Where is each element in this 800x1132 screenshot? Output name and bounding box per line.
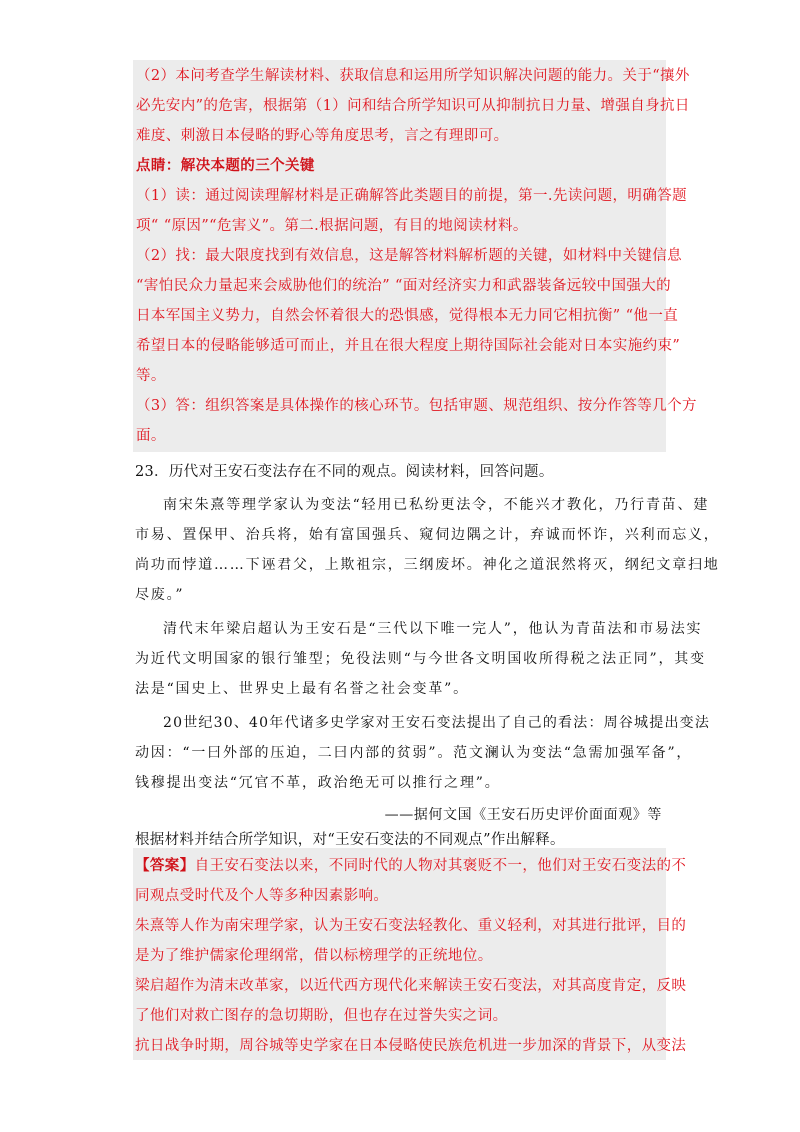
material-source: ——据何文国《王安石历史评价面面观》等: [384, 807, 662, 823]
explanation-line: 面。: [136, 428, 166, 444]
explanation-line: 等。: [136, 368, 166, 384]
explanation-line: “害怕民众力量起来会威胁他们的统治” “面对经济实力和武器装备远较中国强大的: [136, 278, 672, 294]
material-line: 钱穆提出变法“冗官不革，政治绝无可以推行之理”。: [135, 775, 501, 791]
explanation-line: 项“ “原因”“危害义”。第二.根据问题，有目的地阅读材料。: [136, 218, 528, 234]
explanation-line: 日本军国主义势力，自然会怀着很大的恐惧感，觉得根本无力同它相抗衡” “他一直: [136, 308, 679, 324]
question-prompt: 根据材料并结合所学知识，对“王安石变法的不同观点”作出解释。: [135, 832, 565, 848]
answer-tag: 【答案】: [135, 857, 195, 874]
material-line: 法是“国史上、世界史上最有名誉之社会变革”。: [135, 681, 469, 697]
explanation-block: [133, 60, 697, 452]
answer-line: 抗日战争时期，周谷城等史学家在日本侵略使民族危机进一步加深的背景下，从变法: [135, 1038, 687, 1054]
answer-first-line: [135, 854, 686, 875]
answer-text: 自王安石变法以来，不同时代的人物对其褒贬不一，他们对王安石变法的不: [194, 858, 687, 874]
explanation-line: 希望日本的侵略能够适可而止，并且在很大程度上期待国际社会能对日本实施约束”: [136, 338, 681, 354]
question-intro: 23．历代对王安石变法存在不同的观点。阅读材料，回答问题。: [135, 464, 554, 480]
explanation-line: （2）找：最大限度找到有效信息，这是解答材料解析题的关键，如材料中关键信息: [136, 248, 683, 264]
answer-line: 同观点受时代及个人等多种因素影响。: [135, 888, 389, 904]
explanation-line: 难度、刺激日本侵略的野心等角度思考，言之有理即可。: [136, 128, 509, 144]
explanation-line: （2）本问考查学生解读材料、获取信息和运用所学知识解决问题的能力。关于“攘外: [136, 68, 690, 84]
material-line: 南宋朱熹等理学家认为变法“轻用已私纷更法令，不能兴才教化，乃行青苗、建: [163, 497, 710, 513]
key-points-heading: 点睛：解决本题的三个关键: [136, 157, 315, 174]
answer-line: 朱熹等人作为南宋理学家，认为王安石变法轻教化、重义轻利，对其进行批评，目的: [135, 918, 687, 934]
answer-line: 是为了维护儒家伦理纲常，借以标榜理学的正统地位。: [135, 948, 493, 964]
material-line: 20世纪30、40年代诸多史学家对王安石变法提出了自己的看法：周谷城提出变法: [163, 715, 711, 731]
material-line: 动因：“一曰外部的压迫，二曰内部的贫弱”。范文澜认为变法“急需加强军备”，: [135, 745, 693, 761]
material-line: 清代末年梁启超认为王安石是“三代以下唯一完人”，他认为青苗法和市易法实: [163, 621, 703, 637]
explanation-line: （3）答：组织答案是具体操作的核心环节。包括审题、规范组织、按分作答等几个方: [136, 398, 697, 414]
answer-line: 了他们对救亡图存的急切期盼，但也存在过誉失实之词。: [135, 1008, 508, 1024]
explanation-line: （1）读：通过阅读理解材料是正确解答此类题目的前提，第一.先读问题，明确答题: [136, 188, 688, 204]
material-line: 为近代文明国家的银行雏型；免役法则“与今世各文明国收所得税之法正同”，其变: [135, 651, 706, 667]
material-line: 尽废。”: [135, 587, 185, 603]
material-line: 市易、置保甲、治兵将，始有富国强兵、窥伺边隅之计，弃诚而怀诈，兴利而忘义，: [135, 527, 720, 543]
answer-line: 梁启超作为清末改革家，以近代西方现代化来解读王安石变法，对其高度肯定，反映: [135, 978, 687, 994]
explanation-line: 必先安内”的危害，根据第（1）问和结合所学知识可从抑制抗日力量、增强自身抗日: [136, 98, 690, 114]
material-line: 尚功而悖道……下诬君父，上欺祖宗，三纲废坏。神化之道泯然将灭，纲纪文章扫地: [135, 557, 720, 573]
